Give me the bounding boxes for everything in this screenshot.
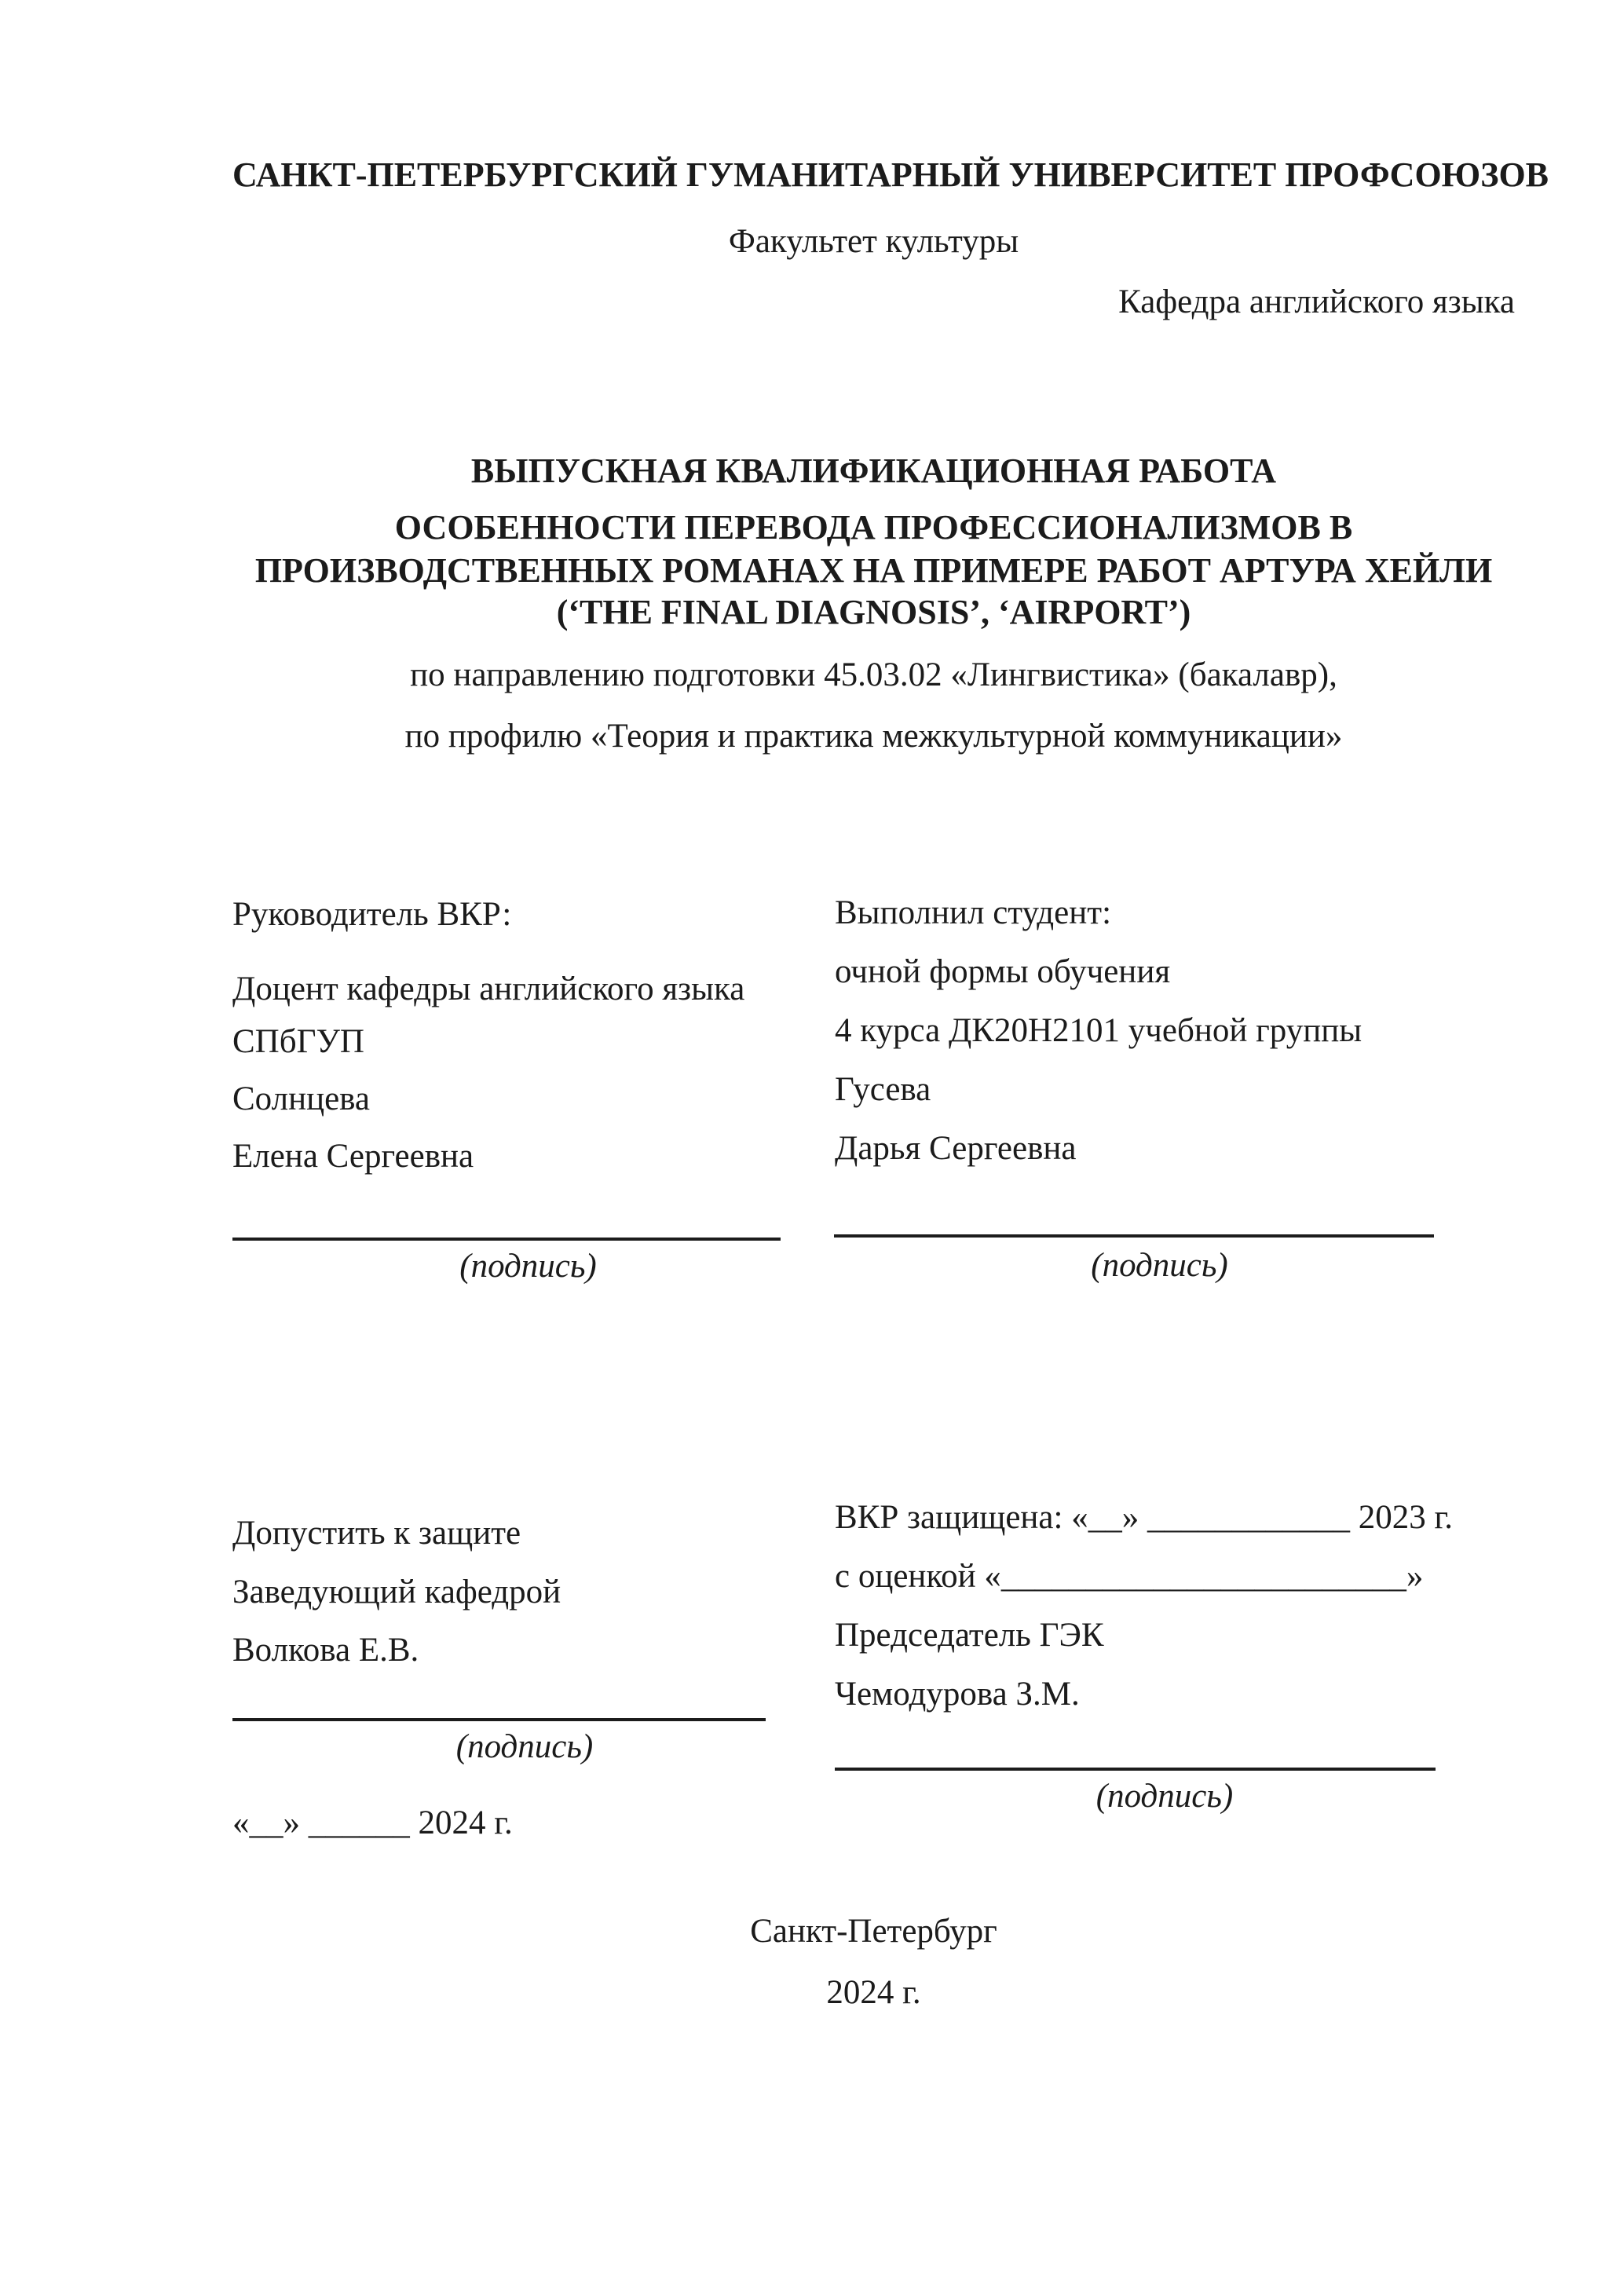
head-name: Волкова Е.В. (232, 1632, 419, 1669)
gek-chair-label: Председатель ГЭК (835, 1617, 1104, 1654)
university-name: САНКТ-ПЕТЕРБУРГСКИЙ ГУМАНИТАРНЫЙ УНИВЕРСИТЕТ ПРОФСОЮЗОВ (232, 155, 1549, 194)
defense-signature-caption: (подпись) (1095, 1778, 1234, 1815)
gek-chair-name: Чемодурова З.М. (835, 1676, 1080, 1713)
admission-date-line: «__» ______ 2024 г. (232, 1804, 513, 1841)
supervisor-surname: Солнцева (232, 1080, 371, 1117)
program-line: по направлению подготовки 45.03.02 «Лингвистика» (бакалавр), (410, 656, 1337, 693)
year-line: 2024 г. (826, 1974, 921, 2011)
supervisor-signature-line (232, 1238, 781, 1241)
admission-line: Допустить к защите (232, 1515, 521, 1552)
student-surname: Гусева (835, 1071, 931, 1108)
admission-signature-caption: (подпись) (455, 1728, 594, 1765)
student-name: Дарья Сергеевна (835, 1130, 1077, 1167)
head-of-department-line: Заведующий кафедрой (232, 1574, 561, 1610)
thesis-title-line-2: ПРОИЗВОДСТВЕННЫХ РОМАНАХ НА ПРИМЕРЕ РАБОТ АРТУРА ХЕЙЛИ (254, 551, 1493, 590)
student-group: 4 курса ДК20Н2101 учебной группы (835, 1012, 1362, 1049)
supervisor-name: Елена Сергеевна (232, 1138, 474, 1175)
student-signature-line (834, 1234, 1434, 1238)
thesis-title-line-1: ОСОБЕННОСТИ ПЕРЕВОДА ПРОФЕССИОНАЛИЗМОВ В (394, 508, 1353, 547)
admission-signature-line (232, 1718, 766, 1721)
defense-signature-line (835, 1768, 1436, 1771)
thesis-title-line-3: (‘THE FINAL DIAGNOSIS’, ‘AIRPORT’) (556, 593, 1191, 631)
student-label: Выполнил студент: (835, 894, 1112, 931)
supervisor-position: Доцент кафедры английского языка (232, 971, 745, 1007)
work-type-heading: ВЫПУСКНАЯ КВАЛИФИКАЦИОННАЯ РАБОТА (470, 452, 1277, 490)
profile-line: по профилю «Теория и практика межкультурной коммуникации» (404, 718, 1343, 755)
supervisor-signature-caption: (подпись) (459, 1248, 597, 1285)
city-line: Санкт-Петербург (750, 1913, 997, 1950)
defense-date-line: ВКР защищена: «__» ____________ 2023 г. (835, 1499, 1453, 1536)
supervisor-university: СПбГУП (232, 1023, 364, 1060)
faculty-name: Факультет культуры (728, 223, 1019, 260)
student-signature-caption: (подпись) (1091, 1247, 1228, 1284)
grade-line: с оценкой «________________________» (835, 1558, 1424, 1595)
student-study-form: очной формы обучения (835, 953, 1171, 990)
supervisor-label: Руководитель ВКР: (232, 896, 512, 933)
department-name: Кафедра английского языка (1118, 283, 1515, 320)
